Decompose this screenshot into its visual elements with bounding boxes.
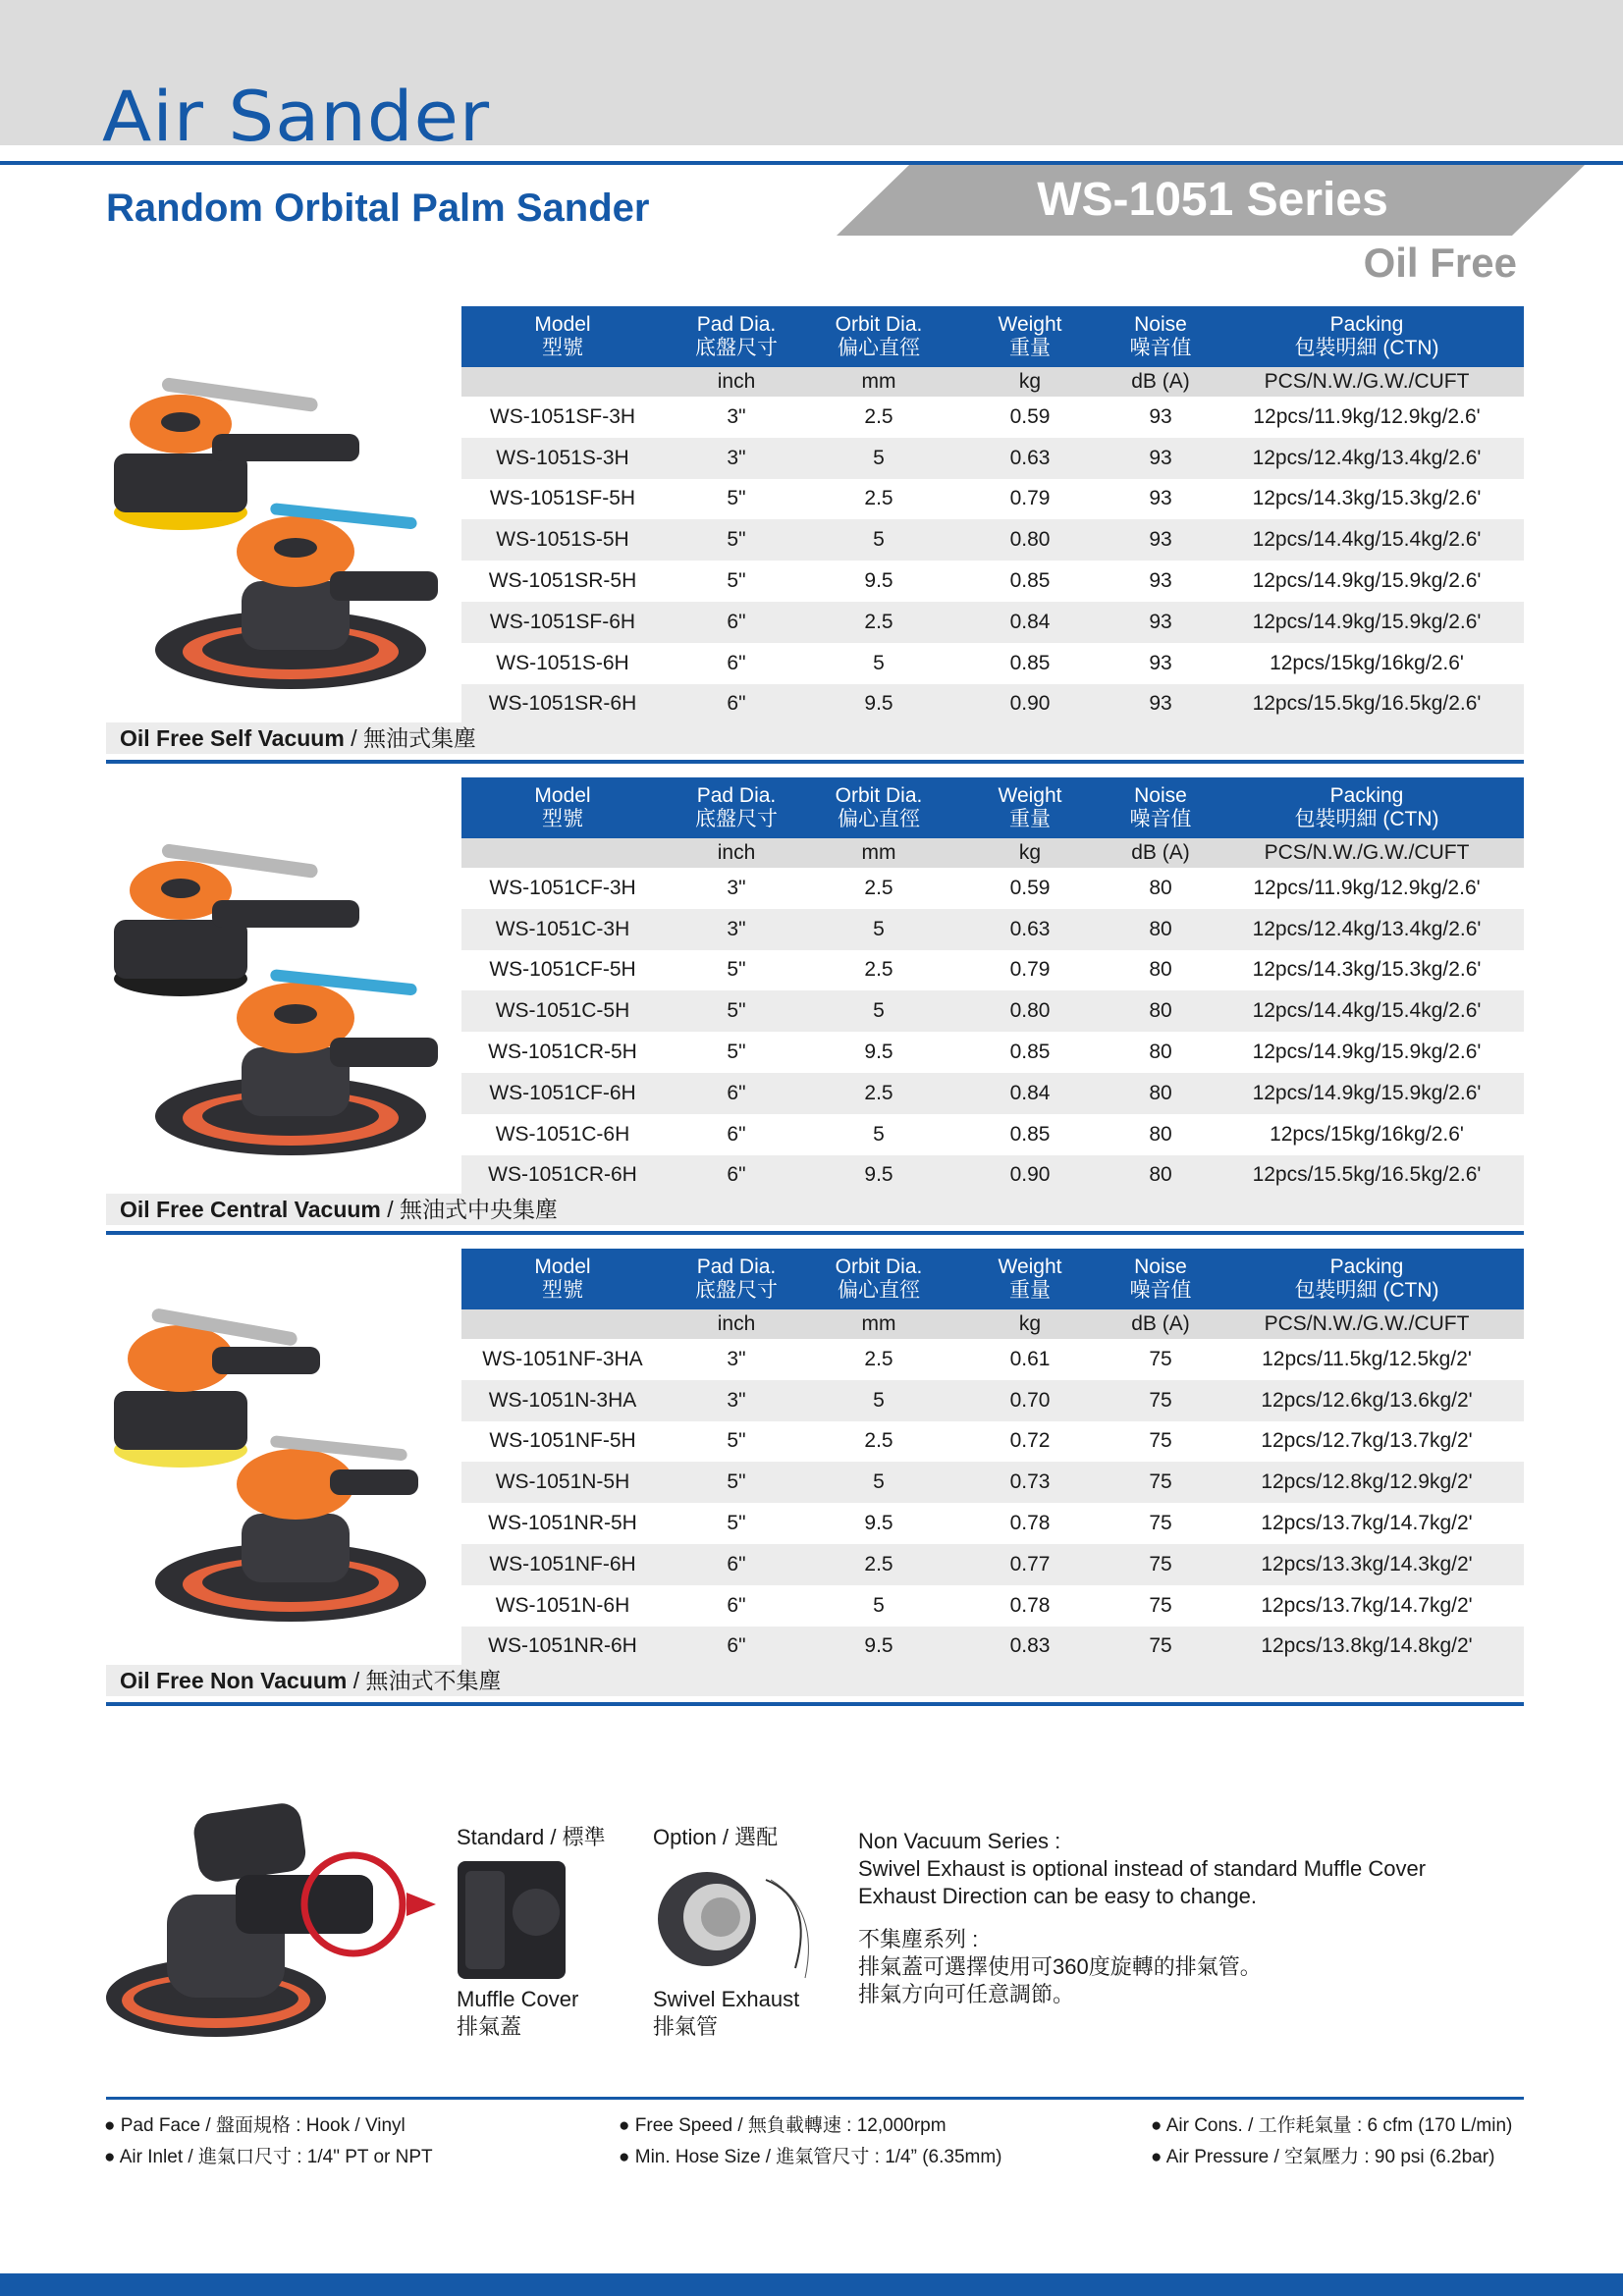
column-header-en: Orbit Dia.	[835, 313, 923, 336]
table-cell: 93	[1111, 438, 1210, 479]
table-row	[461, 1032, 1524, 1073]
table-cell: 12pcs/14.9kg/15.9kg/2.6'	[1252, 569, 1482, 593]
table-cell: 0.85	[1009, 1122, 1051, 1146]
column-header-zh: 重量	[1009, 1279, 1051, 1302]
spec-air-inlet: ● Air Inlet / 進氣口尺寸 : 1/4" PT or NPT	[104, 2147, 433, 2167]
muffle-cover-label: Muffle Cover 排氣蓋	[457, 1987, 579, 2039]
units-row	[461, 838, 1524, 868]
unit-cell: inch	[664, 367, 809, 397]
column-header-zh: 偏心直徑	[838, 1279, 920, 1302]
column-header	[664, 777, 809, 838]
column-header	[461, 1249, 664, 1309]
model-cell: WS-1051CF-6H	[461, 1073, 664, 1114]
sander-illustration-non-vacuum	[104, 1288, 458, 1676]
table-row	[461, 561, 1524, 602]
table-cell: 5"	[664, 1462, 809, 1503]
column-header-zh: 底盤尺寸	[695, 337, 778, 359]
column-header-en: Weight	[998, 313, 1062, 336]
table-cell: 12pcs/14.9kg/15.9kg/2.6'	[1252, 1041, 1482, 1064]
table-cell: 5	[809, 438, 948, 479]
column-header-zh: 包裝明細 (CTN)	[1294, 808, 1439, 830]
table-cell: 12pcs/11.5kg/12.5kg/2'	[1262, 1347, 1472, 1370]
table-cell: 12pcs/14.9kg/15.9kg/2.6'	[1210, 1073, 1524, 1114]
table-cell: 12pcs/12.8kg/12.9kg/2'	[1210, 1462, 1524, 1503]
table-cell: 12pcs/13.7kg/14.7kg/2'	[1261, 1512, 1473, 1535]
spec-air-pressure: ● Air Pressure / 空氣壓力 : 90 psi (6.2bar)	[1151, 2147, 1495, 2167]
table-cell: 75	[1149, 1429, 1172, 1453]
table-cell: 6"	[727, 651, 746, 674]
table-cell: 12pcs/12.7kg/13.7kg/2'	[1261, 1429, 1473, 1453]
table-cell: 5	[873, 1122, 885, 1146]
table-cell: 2.5	[864, 1429, 893, 1453]
table-row	[461, 1114, 1524, 1155]
table-cell: 0.59	[1009, 876, 1051, 899]
column-header-en: Pad Dia.	[696, 784, 777, 807]
column-header-zh: 噪音值	[1129, 337, 1192, 359]
table-cell: 12pcs/13.3kg/14.3kg/2'	[1210, 1544, 1524, 1585]
table-header-row	[461, 777, 1524, 838]
swivel-exhaust-label: Swivel Exhaust 排氣管	[653, 1987, 800, 2039]
model-cell: WS-1051C-6H	[495, 1122, 630, 1146]
model-cell: WS-1051C-3H	[461, 909, 664, 950]
unit-cell: PCS/N.W./G.W./CUFT	[1210, 838, 1524, 868]
unit-cell: mm	[809, 367, 948, 397]
oil-free-tag: Oil Free	[1363, 240, 1517, 286]
table-row	[461, 1462, 1524, 1503]
section-label: Oil Free Central Vacuum / 無油式中央集塵	[106, 1194, 1524, 1225]
units-row	[461, 1309, 1524, 1339]
table-cell: 75	[1111, 1462, 1210, 1503]
section-rule	[106, 760, 1524, 764]
table-cell: 12pcs/15kg/16kg/2.6'	[1270, 1122, 1464, 1146]
column-header-zh: 重量	[1009, 337, 1051, 359]
column-header	[1210, 1249, 1524, 1309]
table-cell: 12pcs/13.7kg/14.7kg/2'	[1261, 1593, 1473, 1617]
product-subtitle: Random Orbital Palm Sander	[106, 187, 650, 230]
model-cell: WS-1051NR-6H	[461, 1627, 664, 1668]
table-cell: 0.63	[948, 909, 1111, 950]
unit-cell: mm	[809, 1309, 948, 1339]
table-cell: 80	[1149, 1041, 1172, 1064]
table-cell: 3"	[727, 876, 746, 899]
table-cell: 80	[1111, 990, 1210, 1032]
table-header-row	[461, 1249, 1524, 1309]
table-cell: 75	[1111, 1627, 1210, 1668]
unit-cell: kg	[948, 367, 1111, 397]
unit-cell: PCS/N.W./G.W./CUFT	[1210, 1309, 1524, 1339]
column-header	[1111, 777, 1210, 838]
table-cell: 5"	[664, 990, 809, 1032]
sander-image-large	[155, 969, 438, 1155]
unit-cell	[461, 838, 664, 868]
table-cell: 12pcs/14.4kg/15.4kg/2.6'	[1210, 519, 1524, 561]
table-cell: 93	[1149, 487, 1172, 510]
model-cell: WS-1051CR-5H	[488, 1041, 637, 1064]
standard-label: Standard / 標準	[457, 1825, 606, 1849]
column-header-en: Orbit Dia.	[835, 1255, 923, 1278]
table-cell: 75	[1149, 1512, 1172, 1535]
model-cell: WS-1051NR-5H	[488, 1512, 637, 1535]
column-header	[809, 777, 948, 838]
arrow-right-icon	[406, 1893, 436, 1916]
table-cell: 2.5	[864, 958, 893, 982]
table-cell: 5	[809, 519, 948, 561]
table-cell: 9.5	[809, 1155, 948, 1197]
unit-cell: mm	[809, 838, 948, 868]
option-label: Option / 選配	[653, 1825, 779, 1849]
table-cell: 0.61	[1009, 1347, 1051, 1370]
table-cell: 12pcs/13.8kg/14.8kg/2'	[1210, 1627, 1524, 1668]
table-cell: 2.5	[864, 1347, 893, 1370]
model-cell: WS-1051N-5H	[461, 1462, 664, 1503]
table-cell: 93	[1149, 404, 1172, 428]
column-header-en: Noise	[1134, 784, 1187, 807]
model-cell: WS-1051S-6H	[496, 651, 629, 674]
column-header-zh: 偏心直徑	[838, 337, 920, 359]
table-cell: 9.5	[864, 569, 893, 593]
model-cell: WS-1051SR-6H	[461, 684, 664, 725]
table-row	[461, 397, 1524, 438]
column-header-en: Model	[534, 313, 591, 336]
page-title: Air Sander	[102, 77, 491, 157]
table-row	[461, 438, 1524, 479]
unit-cell: inch	[664, 1309, 809, 1339]
unit-cell: dB (A)	[1111, 838, 1210, 868]
section-rule	[106, 1702, 1524, 1706]
spec-hose-size: ● Min. Hose Size / 進氣管尺寸 : 1/4” (6.35mm)	[619, 2147, 1002, 2167]
model-cell: WS-1051NF-6H	[461, 1544, 664, 1585]
table-cell: 5	[809, 909, 948, 950]
table-cell: 2.5	[809, 602, 948, 643]
table-cell: 9.5	[864, 1512, 893, 1535]
table-cell: 80	[1149, 876, 1172, 899]
table-cell: 12pcs/15.5kg/16.5kg/2.6'	[1210, 1155, 1524, 1197]
column-header	[664, 1249, 809, 1309]
unit-cell: dB (A)	[1111, 367, 1210, 397]
specs-rule	[106, 2097, 1524, 2100]
model-cell: WS-1051CR-6H	[461, 1155, 664, 1197]
column-header	[1210, 306, 1524, 367]
table-cell: 93	[1111, 602, 1210, 643]
table-cell: 6"	[664, 1627, 809, 1668]
sander-illustration-self-vacuum	[104, 355, 458, 733]
column-header-en: Packing	[1329, 313, 1404, 336]
table-cell: 6"	[664, 684, 809, 725]
table-cell: 9.5	[809, 1627, 948, 1668]
table-cell: 75	[1149, 1593, 1172, 1617]
table-cell: 12pcs/15kg/16kg/2.6'	[1270, 651, 1464, 674]
model-cell: WS-1051S-5H	[461, 519, 664, 561]
table-header-row	[461, 306, 1524, 367]
table-row	[461, 1073, 1524, 1114]
table-row	[461, 643, 1524, 684]
table-row	[461, 684, 1524, 725]
model-cell: WS-1051S-3H	[461, 438, 664, 479]
table-cell: 5"	[664, 519, 809, 561]
spec-table	[461, 306, 1524, 724]
section-rule	[106, 1231, 1524, 1235]
non-vacuum-note: Non Vacuum Series : Swivel Exhaust is optional instead of standard Muffle Cover Exhaust Direction can be easy to change. 不集塵系列 : 排氣蓋可選擇使用可360度旋轉的排氣管。 排氣方向可任意調節。	[858, 1829, 1427, 2006]
table-cell: 93	[1111, 684, 1210, 725]
column-header-en: Model	[534, 1255, 591, 1278]
table-row	[461, 1627, 1524, 1668]
model-cell: WS-1051NF-5H	[489, 1429, 636, 1453]
table-cell: 6"	[664, 602, 809, 643]
unit-cell: inch	[664, 838, 809, 868]
table-cell: 0.83	[948, 1627, 1111, 1668]
sander-image-small	[114, 843, 359, 996]
table-cell: 0.78	[1009, 1512, 1051, 1535]
table-cell: 80	[1149, 1122, 1172, 1146]
column-header-zh: 底盤尺寸	[695, 1279, 778, 1302]
table-cell: 0.84	[948, 602, 1111, 643]
column-header-en: Pad Dia.	[696, 1255, 777, 1278]
table-cell: 0.72	[1009, 1429, 1051, 1453]
column-header	[664, 306, 809, 367]
series-title: WS-1051 Series	[1037, 174, 1388, 226]
table-cell: 12pcs/15.5kg/16.5kg/2.6'	[1210, 684, 1524, 725]
table-cell: 0.84	[948, 1073, 1111, 1114]
model-cell: WS-1051CF-3H	[489, 876, 636, 899]
table-cell: 6"	[664, 1544, 809, 1585]
table-cell: 9.5	[864, 1041, 893, 1064]
model-cell: WS-1051SF-5H	[489, 487, 636, 510]
column-header	[461, 777, 664, 838]
column-header	[1111, 306, 1210, 367]
table-row	[461, 1585, 1524, 1627]
table-cell: 75	[1111, 1380, 1210, 1421]
table-cell: 3"	[664, 438, 809, 479]
table-cell: 80	[1111, 909, 1210, 950]
column-header-en: Weight	[998, 784, 1062, 807]
column-header-en: Noise	[1134, 1255, 1187, 1278]
table-cell: 0.79	[1009, 487, 1051, 510]
sander-illustration-central-vacuum	[104, 822, 458, 1200]
unit-cell	[461, 1309, 664, 1339]
table-row	[461, 950, 1524, 991]
column-header-zh: 底盤尺寸	[695, 808, 778, 830]
table-cell: 12pcs/12.4kg/13.4kg/2.6'	[1210, 438, 1524, 479]
column-header-en: Weight	[998, 1255, 1062, 1278]
column-header-zh: 噪音值	[1129, 1279, 1192, 1302]
section-label: Oil Free Self Vacuum / 無油式集塵	[106, 722, 1524, 754]
table-cell: 12pcs/14.4kg/15.4kg/2.6'	[1210, 990, 1524, 1032]
table-cell: 12pcs/11.9kg/12.9kg/2.6'	[1253, 404, 1481, 428]
table-cell: 0.85	[1009, 651, 1051, 674]
table-cell: 0.73	[948, 1462, 1111, 1503]
table-row	[461, 1421, 1524, 1463]
table-row	[461, 909, 1524, 950]
column-header	[809, 306, 948, 367]
spec-pad-face: ● Pad Face / 盤面規格 : Hook / Vinyl	[104, 2115, 406, 2136]
table-cell: 12pcs/12.6kg/13.6kg/2'	[1210, 1380, 1524, 1421]
table-cell: 5"	[727, 1429, 746, 1453]
table-row	[461, 1544, 1524, 1585]
table-cell: 12pcs/11.9kg/12.9kg/2.6'	[1253, 876, 1481, 899]
column-header	[948, 1249, 1111, 1309]
table-cell: 5	[873, 1593, 885, 1617]
table-cell: 80	[1149, 958, 1172, 982]
table-row	[461, 1155, 1524, 1197]
column-header	[809, 1249, 948, 1309]
column-header	[1210, 777, 1524, 838]
table-cell: 12pcs/14.3kg/15.3kg/2.6'	[1252, 487, 1482, 510]
unit-cell: dB (A)	[1111, 1309, 1210, 1339]
column-header-zh: 偏心直徑	[838, 808, 920, 830]
unit-cell: PCS/N.W./G.W./CUFT	[1210, 367, 1524, 397]
column-header-zh: 噪音值	[1129, 808, 1192, 830]
table-cell: 5"	[727, 487, 746, 510]
column-header-zh: 包裝明細 (CTN)	[1294, 1279, 1439, 1302]
unit-cell: kg	[948, 838, 1111, 868]
model-cell: WS-1051C-5H	[461, 990, 664, 1032]
model-cell: WS-1051N-6H	[495, 1593, 630, 1617]
table-cell: 2.5	[864, 487, 893, 510]
spec-table	[461, 777, 1524, 1196]
table-cell: 93	[1149, 651, 1172, 674]
table-cell: 5	[809, 990, 948, 1032]
table-row	[461, 519, 1524, 561]
footer-band	[0, 2273, 1623, 2296]
unit-cell: kg	[948, 1309, 1111, 1339]
column-header-en: Noise	[1134, 313, 1187, 336]
spec-table	[461, 1249, 1524, 1667]
table-cell: 75	[1149, 1347, 1172, 1370]
table-cell: 0.80	[948, 990, 1111, 1032]
column-header-zh: 型號	[542, 1279, 583, 1302]
table-row	[461, 868, 1524, 909]
model-cell: WS-1051NF-3HA	[482, 1347, 643, 1370]
table-cell: 0.80	[948, 519, 1111, 561]
table-cell: 93	[1149, 569, 1172, 593]
table-cell: 0.77	[948, 1544, 1111, 1585]
table-cell: 5	[809, 1380, 948, 1421]
spec-air-cons: ● Air Cons. / 工作耗氣量 : 6 cfm (170 L/min)	[1151, 2115, 1513, 2136]
column-header-zh: 型號	[542, 808, 583, 830]
table-cell: 5"	[727, 1041, 746, 1064]
units-row	[461, 367, 1524, 397]
column-header	[1111, 1249, 1210, 1309]
column-header-en: Packing	[1329, 1255, 1404, 1278]
table-cell: 6"	[664, 1073, 809, 1114]
header-rule	[0, 161, 1623, 165]
model-cell: WS-1051SR-5H	[488, 569, 637, 593]
column-header	[461, 306, 664, 367]
muffle-cover-image	[458, 1861, 566, 1984]
section-label: Oil Free Non Vacuum / 無油式不集塵	[106, 1665, 1524, 1696]
table-cell: 6"	[727, 1122, 746, 1146]
swivel-exhaust-image	[648, 1860, 825, 1993]
table-cell: 3"	[727, 404, 746, 428]
table-cell: 6"	[664, 1155, 809, 1197]
sander-exhaust-illustration	[98, 1777, 452, 2056]
table-cell: 93	[1111, 519, 1210, 561]
table-cell: 3"	[664, 909, 809, 950]
table-row	[461, 990, 1524, 1032]
table-cell: 0.85	[1009, 1041, 1051, 1064]
column-header-zh: 重量	[1009, 808, 1051, 830]
sander-image-small	[114, 377, 359, 530]
table-cell: 0.90	[948, 684, 1111, 725]
table-cell: 2.5	[864, 876, 893, 899]
table-cell: 0.78	[1009, 1593, 1051, 1617]
table-cell: 2.5	[809, 1544, 948, 1585]
model-cell: WS-1051CF-5H	[489, 958, 636, 982]
table-cell: 5"	[727, 569, 746, 593]
column-header-zh: 包裝明細 (CTN)	[1294, 337, 1439, 359]
table-cell: 0.90	[948, 1155, 1111, 1197]
table-cell: 75	[1111, 1544, 1210, 1585]
table-cell: 12pcs/14.3kg/15.3kg/2.6'	[1252, 958, 1482, 982]
table-cell: 2.5	[809, 1073, 948, 1114]
table-cell: 9.5	[809, 684, 948, 725]
model-cell: WS-1051N-3HA	[461, 1380, 664, 1421]
column-header-en: Model	[534, 784, 591, 807]
table-row	[461, 479, 1524, 520]
table-cell: 3"	[664, 1380, 809, 1421]
table-cell: 5"	[727, 958, 746, 982]
table-cell: 2.5	[864, 404, 893, 428]
table-cell: 0.59	[1009, 404, 1051, 428]
table-cell: 0.63	[948, 438, 1111, 479]
unit-cell	[461, 367, 664, 397]
table-cell: 0.70	[948, 1380, 1111, 1421]
table-cell: 5	[809, 1462, 948, 1503]
column-header-en: Orbit Dia.	[835, 784, 923, 807]
table-cell: 3"	[727, 1347, 746, 1370]
model-cell: WS-1051SF-3H	[489, 404, 636, 428]
spec-free-speed: ● Free Speed / 無負載轉速 : 12,000rpm	[619, 2115, 947, 2136]
table-cell: 0.79	[1009, 958, 1051, 982]
table-cell: 5	[873, 651, 885, 674]
column-header-en: Pad Dia.	[696, 313, 777, 336]
table-cell: 5"	[727, 1512, 746, 1535]
table-cell: 80	[1111, 1073, 1210, 1114]
table-row	[461, 602, 1524, 643]
column-header	[948, 306, 1111, 367]
sander-image-large	[155, 503, 438, 689]
table-cell: 12pcs/14.9kg/15.9kg/2.6'	[1210, 602, 1524, 643]
column-header-en: Packing	[1329, 784, 1404, 807]
column-header-zh: 型號	[542, 337, 583, 359]
table-cell: 0.85	[1009, 569, 1051, 593]
table-cell: 80	[1111, 1155, 1210, 1197]
table-cell: 6"	[727, 1593, 746, 1617]
column-header	[948, 777, 1111, 838]
table-cell: 12pcs/12.4kg/13.4kg/2.6'	[1210, 909, 1524, 950]
table-row	[461, 1503, 1524, 1544]
model-cell: WS-1051SF-6H	[461, 602, 664, 643]
table-row	[461, 1380, 1524, 1421]
table-row	[461, 1339, 1524, 1380]
